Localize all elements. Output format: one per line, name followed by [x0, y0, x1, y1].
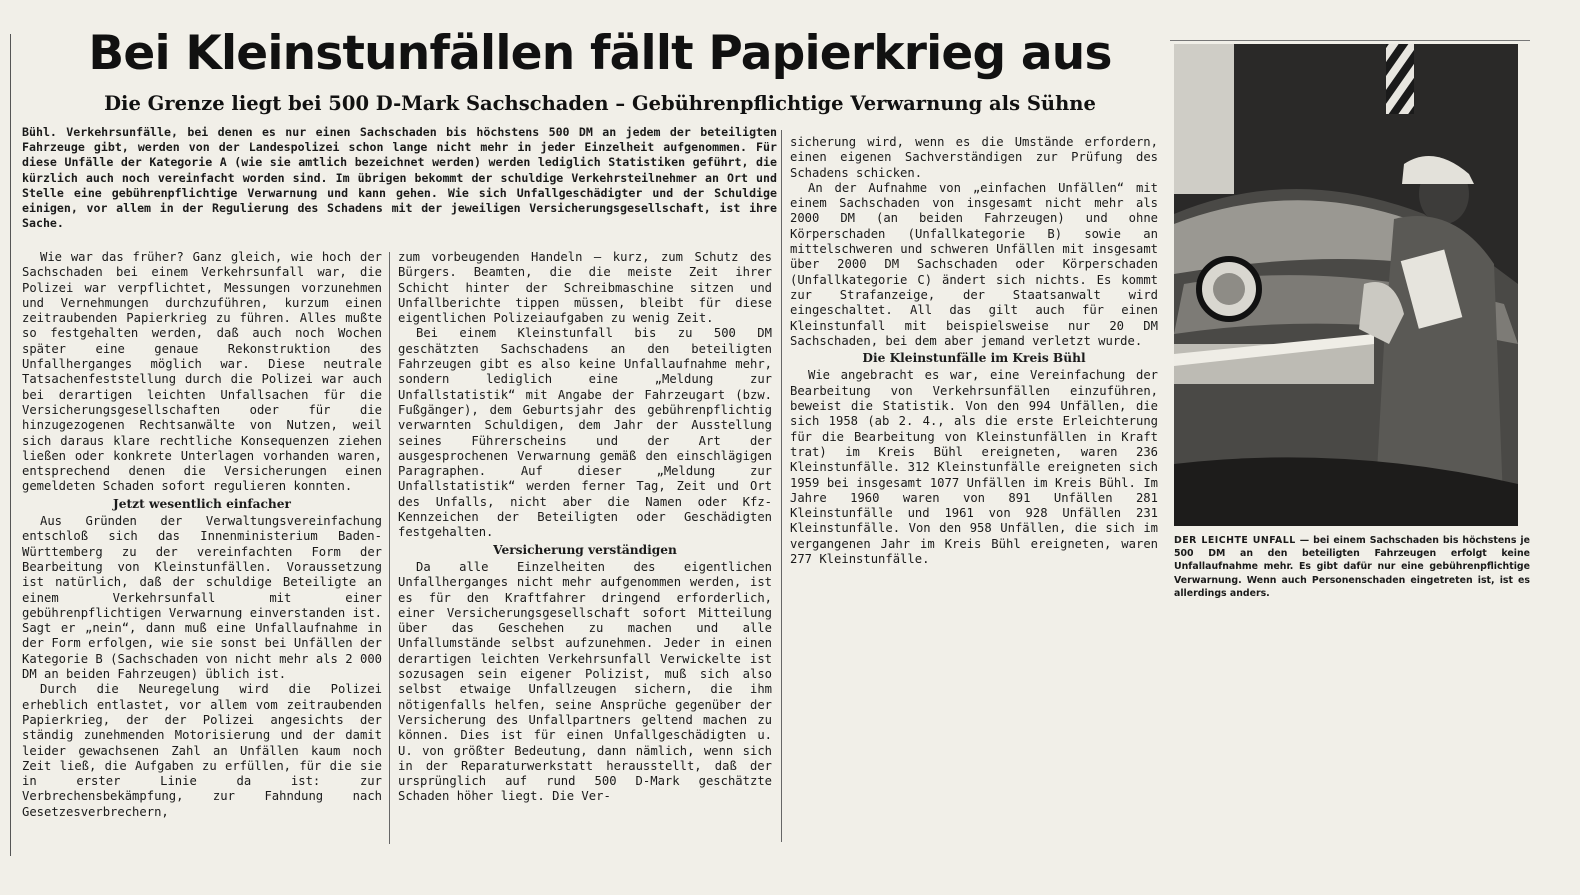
car-and-policeman-illustration: [1174, 44, 1518, 526]
column-divider: [781, 130, 782, 842]
subheadline: Die Grenze liegt bei 500 D-Mark Sachschaden – Gebührenpflichtige Verwarnung als Sühne: [104, 92, 1096, 115]
accident-photo: [1174, 44, 1518, 526]
article-column-2: [398, 250, 772, 850]
paragraph: sicherung wird, wenn es die Umstände erfordern, einen eigenen Sachverständigen zur Prüfung des Schadens schicken.: [790, 135, 1158, 180]
paragraph: Da alle Einzelheiten des eigentlichen Unfallherganges nicht mehr aufgenommen werden, ist es für den Kraftfahrer dringend erforderlich, einer Versicherungsgesellschaft sofort Mitteilung über das Geschehen zu machen und alle Unfallumstände selbst aufzunehmen. Jeder in einen derartigen leichten Verkehrsunfall Verwickelte ist sozusagen sein eigener Polizist, muß sich also selbst etwaige Unfallzeugen sichern, die ihm nötigenfalls helfen, seine Ansprüche gegenüber der Versicherung des Unfallpartners geltend machen zu können. Dies ist für einen Unfallgeschädigten u. U. von größter Bedeutung, dann nämlich, wenn sich in der Reparaturwerkstatt herausstellt, daß der ursprünglich auf rund 500 D-Mark geschätzte Schaden höher liegt. Die Ver-: [398, 559, 772, 804]
paragraph: Durch die Neuregelung wird die Polizei erheblich entlastet, vor allem vom zeitraubenden Papierkrieg, der der Polizei angesichts der ständig zunehmenden Motorisierung und der damit leider gewachsenen Zahl an Unfällen kaum noch Zeit ließ, die Aufgaben zu erfüllen, für die sie in erster Linie da ist: zur Verbrechensbekämpfung, zur Fahndung nach Gesetzesverbrechern,: [22, 682, 382, 819]
paragraph: Bei einem Kleinstunfall bis zu 500 DM geschätzten Sachschadens an den beteiligten Fahrzeugen gibt es also keine Unfallaufnahme mehr, sondern lediglich eine „Meldung zur Unfallstatistik“ mit Angabe der Fahrzeugart (bzw. Fußgänger), dem Geburtsjahr des gebührenpflichtig verwarnten Schuldigen, dem Jahr der Ausstellung seines Führerscheins und der Art der ausgesprochenen Verwarnung gemäß den einschlägigen Paragraphen. Auf dieser „Meldung zur Unfallstatistik“ werden ferner Tag, Zeit und Ort des Unfalls, nicht aber die Namen oder Kfz-Kennzeichen der Beteiligten oder Geschädigten festgehalten.: [398, 326, 772, 540]
section-heading: Jetzt wesentlich einfacher: [113, 496, 291, 511]
headline: Bei Kleinstunfällen fällt Papierkrieg aus: [88, 26, 1112, 81]
paragraph: An der Aufnahme von „einfachen Unfällen“ mit einem Sachschaden von insgesamt nicht mehr als 2000 DM (an beiden Fahrzeugen) und ohne Körperschaden (Unfallkategorie B) sowie an mittelschweren und schweren Unfällen mit insgesamt über 2000 DM Sachschaden oder Körperschaden (Unfallkategorie C) ändert sich nichts. Es kommt zur Strafanzeige, der Staatsanwalt wird eingeschaltet. All das gilt auch für einen Kleinstunfall mit beispielsweise nur 20 DM Sachschaden, bei dem aber jemand verletzt wurde.: [790, 180, 1158, 348]
section-heading: Versicherung verständigen: [493, 542, 677, 557]
caption-tag: DER LEICHTE UNFALL: [1174, 535, 1296, 546]
photo-caption: [1174, 534, 1530, 600]
paragraph: Aus Gründen der Verwaltungsvereinfachung entschloß sich das Innenministerium Baden-Württemberg zu der vereinfachten Form der Bearbeitung von Kleinstunfällen. Voraussetzung ist natürlich, daß der schuldige Beteiligte an einem Verkehrsunfall mit einer gebührenpflichtigen Verwarnung einverstanden ist. Sagt er „nein“, dann muß eine Unfallaufnahme in der Form erfolgen, wie sie sonst bei Unfällen der Kategorie B (Sachschaden von nicht mehr als 2 000 DM an beiden Fahrzeugen) üblich ist.: [22, 514, 382, 682]
photo-top-rule: [1170, 40, 1530, 41]
paragraph: Wie angebracht es war, eine Vereinfachung der Bearbeitung von Verkehrsunfällen einzuführen, beweist die Statistik. Von den 994 Unfällen, die sich 1958 (ab 2. 4., als die erste Erleichterung für die Bearbeitung von Kleinstunfällen in Kraft trat) im Kreis Bühl ereigneten, waren 236 Kleinstunfälle. 312 Kleinstunfälle ereigneten sich 1959 bei insgesamt 1077 Unfällen im Kreis Bühl. Im Jahre 1960 waren von 891 Unfällen 281 Kleinstunfälle und 1961 von 928 Unfällen 231 Kleinstunfälle. Von den 958 Unfällen, die sich im vergangenen Jahr im Kreis Bühl ereigneten, waren 277 Kleinstunfälle.: [790, 368, 1158, 567]
article-column-3: [790, 135, 1158, 605]
left-border-rule: [10, 34, 11, 856]
caption-text: — bei einem Sachschaden bis höchstens je 500 DM an den beteiligten Fahrzeugen erfolgt keine Unfallaufnahme mehr. Es gibt dafür nur eine gebührenpflichtige Verwarnung. Wenn auch Personenschaden eingetreten ist, ist es allerdings anders.: [1174, 535, 1530, 599]
section-heading: Die Kleinstunfälle im Kreis Bühl: [862, 351, 1086, 366]
paragraph: zum vorbeugenden Handeln — kurz, zum Schutz des Bürgers. Beamten, die die meiste Zeit ihrer Schicht hinter der Schreibmaschine sitzen und Unfallberichte tippen müssen, bleibt für diese eigentlichen Polizeiaufgaben zu wenig Zeit.: [398, 250, 772, 326]
column-divider: [389, 252, 390, 844]
paragraph: Wie war das früher? Ganz gleich, wie hoch der Sachschaden bei einem Verkehrsunfall war, die Polizei war verpflichtet, Messungen vorzunehmen und Vernehmungen durchzuführen, kurzum einen zeitraubenden Papierkrieg zu führen. Alles mußte so festgehalten werden, daß auch noch Wochen später eine genaue Rekonstruktion des Unfallherganges möglich war. Diese neutrale Tatsachenfeststellung durch die Polizei war auch bei derartigen leichten Unfallsachen für die Versicherungsgesellschaften oder für die hinzugezogenen Rechtsanwälte von Nutzen, weil sich daraus klare rechtliche Konsequenzen ziehen ließen oder konkrete Unterlagen vorhanden waren, entsprechend denen die Versicherungen einen gemeldeten Schaden sofort regulieren konnten.: [22, 250, 382, 494]
lead-paragraph: Bühl. Verkehrsunfälle, bei denen es nur einen Sachschaden bis höchstens 500 DM an jedem der beteiligten Fahrzeuge gibt, werden von der Landespolizei schon lange nicht mehr in jeder Einzelheit aufgenommen. Für diese Unfälle der Kategorie A (wie sie amtlich bezeichnet werden) werden lediglich Statistiken geführt, die kürzlich auch noch vereinfacht worden sind. Im übrigen bekommt der schuldige Verkehrsteilnehmer an Ort und Stelle eine gebührenpflichtige Verwarnung und kann gehen. Wie sich Unfallgeschädigter und der Schuldige einigen, vor allem in der Regulierung des Schadens mit der jeweiligen Versicherungsgesellschaft, ist ihre Sache.: [22, 125, 777, 231]
article-column-1: [22, 250, 382, 850]
